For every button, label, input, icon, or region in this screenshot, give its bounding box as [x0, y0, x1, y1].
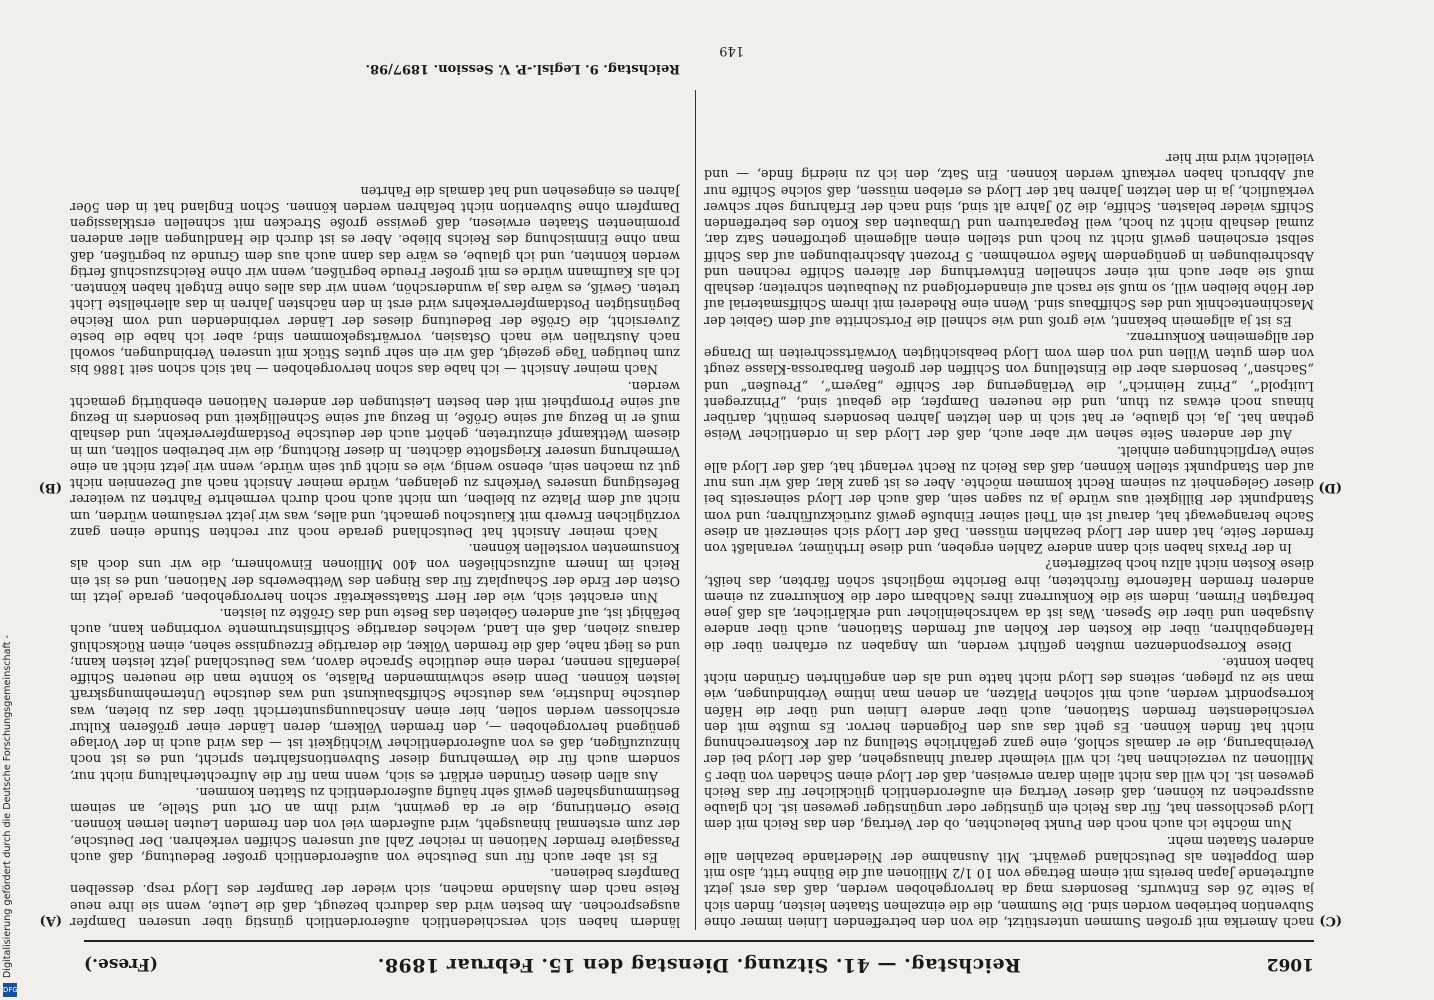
dfg-logo: DFG: [3, 983, 17, 997]
margin-marker-a: (A): [39, 913, 62, 928]
margin-marker-b: (B): [38, 480, 62, 495]
text-column-left: [704, 90, 1314, 930]
speaker-name: (Frese.): [84, 954, 158, 974]
page-number: 1062: [1266, 954, 1314, 974]
page-header: [84, 940, 1314, 982]
paragraph: Es ist aber auch für uns Deutsche von außerordentlich großer Bedeutung, daß auch Passagiere fremder Nationen in reicher Zahl auf unseren Schiffen verkehren. Der Deutsche, der zum erstenmal hinausgeht, wird außerdem viel von den fremden Leuten lernen können. Diese Orientirung, die er da gewinnt, wird ihm an Ort und Stelle, an seinem Bestimmungshafen gewiß sehr häufig außerordentlich zu Statten kommen.: [70, 785, 680, 865]
column-divider: [695, 90, 696, 930]
paragraph: Nun erachtet sich, wie der Herr Staatssekretär schon hervorgehoben, gerade jetzt im Osten der Erde der Schauplatz für das Ringen des Wettbewerbs der Nationen, und es ist ein Reich im Innern aufzuschließen von 400 Millionen Einwohnern, die wir uns doch als Konsumenten vorstellen können.: [70, 541, 680, 605]
paragraph: nach Amerika mit großen Summen unterstützt, die von den betreffenden Linien immer ohne Subvention betrieben worden sind. Die Summen, die die einzelnen Staaten leisten, finden sich ja Seite 26 des Entwurfs. Besonders mag da hervorgehoben werden, daß das erst jetzt auftretende Japan bereits mit einem Betrage von 10 1/2 Millionen auf die Bühne tritt, also mit dem Doppelten als Deutschland gewährt. Mit Ausnahme der Niederlande bezahlen alle anderen Staaten mehr.: [704, 833, 1314, 930]
paragraph: Diese Korrespondenzen mußten geführt werden, um Angaben zu erfahren über die Hafengebühren, über die Kosten der Kohlen auf fremden Stationen, auch über andere Ausgaben und über die Spesen. Was ist da wahrscheinlicher und erklärlicher, als daß jene befragten Firmen, indem sie die Konkurrenz ihres Nachbarn oder die Konkurrenz zu einem anderen fremden Hafenorte fürchteten, ihre Berichte möglichst schön färbten, das heißt, diese Kosten nicht allzu hoch bezifferten?: [704, 557, 1314, 654]
paragraph: Aus allen diesen Gründen erklärt es sich, wenn man für die Aufrechterhaltung nicht nur, sondern auch für die Vermehrung dieser Subventionsfahrten spricht, und es ist noch hinzuzufügen, daß es von außerordentlicher Wichtigkeit ist — das wird auch in der Vorlage genügend hervorgehoben —, den fremden Völkern, deren Länder einer größeren Kultur erschlossen werden sollen, hier einen Anschauungsunterricht über das zu bieten, was deutsche Industrie, was deutsche Schiffsbaukunst und was deutsche Unternehmungskraft leisten können. Denn diese schwimmenden Paläste, so könnte man die neueren Schiffe jedenfalls nennen, reden eine deutliche Sprache davon, was Deutschland jetzt leisten kann; und es liegt nahe, daß die fremden Völker, die derartige Erzeugnisse sehen, einen Rückschluß daraus ziehen, daß ein Land, welches derartige Schiffsinstrumente vorbringen kann, auch befähigt ist, auf anderen Gebieten das Beste und das Größte zu leisten.: [70, 606, 680, 784]
paragraph: Auf der anderen Seite sehen wir aber auch, daß der Lloyd das in ordentlicher Weise gethan hat. Ja, ich glaube, er hat sich in den letzten Jahren besonders bemüht, darüber hinaus noch etwas zu thun, und die neueren Dampfer, die gebaut sind, „Prinzregent Luitpold“, „Prinz Heinrich“, die Verlängerung der Schiffe „Bayern“, „Preußen“ und „Sachsen“, besonders aber die Einstellung von Schiffen der großen Barbarossa-Klasse zeugt von dem guten Willen und von dem vom Lloyd beabsichtigten Vorwärtsschreiten im Drange der allgemeinen Konkurrenz.: [704, 330, 1314, 443]
paragraph: In der Praxis haben sich dann andere Zahlen ergeben, und diese Irrthümer, veranlaßt von fremder Seite, hat dann der Lloyd bezahlen müssen. Daß der Lloyd sich seinerzeit an diese Sache herangewagt hat, darauf ist ein Theil seiner Einbuße gewiß zurückzuführen; und vom Standpunkt der Billigkeit aus würde ja zu sagen sein, daß auch der Lloyd seinerseits bei dieser Gelegenheit zu seinem Recht kommen möchte. Aber es ist ganz klar, daß wir uns nur auf den Standpunkt stellen können, daß das Reich zu Recht verlangt hat, daß der Lloyd alle seine Verpflichtungen einhielt.: [704, 443, 1314, 557]
funding-credit-text: Digitalisierung gefördert durch die Deutsche Forschungsgemeinschaft -: [2, 634, 13, 978]
paragraph: Nach meiner Ansicht hat Deutschland gerade noch zur rechten Stunde einen ganz vorzüglichen Erwerb mit Kiautschou gemacht, und alles, was wir jetzt versäumen würden, um nicht auf dem Platze zu bleiben, um nicht auch noch durch vermehrte Fahrten zu weiterer Befestigung unseres Verkehrs zu gelangen, würde meiner Ansicht nach auf Dezennien nicht gut zu machen sein, ebenso wenig, wie es nicht gut sein würde, wenn wir jetzt nicht an eine Vermehrung unserer Kriegsflotte dächten. In dieser Richtung, die wir betreiben sollten, um in diesem Wettkampf einzutreten, gehört auch der deutsche Postdampferverkehr, und deshalb muß er in Bezug auf seine Größe, in Bezug auf seine Schnelligkeit und besonders in Bezug auf seine Promptheit mit den besten Leistungen der anderen Nationen ebenbürtig gemacht werden.: [70, 378, 680, 540]
footer-sheet-number: 149: [719, 43, 744, 58]
paragraph: Nach meiner Ansicht — ich habe das schon hervorgehoben — hat sich schon seit 1886 bis zum heutigen Tage gezeigt, daß wir ein sehr gutes Stück mit unseren Verbindungen, sowohl nach Australien wie nach Ostasien, vorwärtsgekommen sind; aber ich habe die beste Zuversicht, die Größe der Bedeutung dieses der Länder verbindenden und vom Reiche begünstigten Postdampferverkehrs wird erst in den nächsten Jahren in das allerhellste Licht treten. Gewiß, es wäre das ja wunderschön, wenn wir das alles ohne Entgelt haben könnten. Ich als Kaufmann würde es mit großer Freude begrüßen, wenn wir ohne Reichszuschuß fertig werden könnten, und ich glaube, es wäre das dann auch aus dem Grunde zu begrüßen, daß man ohne Einmischung des Reichs bliebe. Aber es ist durch die Handlungen aller anderen prominenten Staaten erwiesen, daß gewisse große Strecken mit schnellen erstklassigen Dampfern ohne Subvention nicht befahren werden können. Schon England hat in den 50er Jahren es eingesehen und hat damals die Fahrten: [70, 183, 680, 378]
text-column-right: [70, 90, 680, 930]
digitization-credit-strip: [2, 0, 18, 1000]
margin-marker-c: (C): [1319, 913, 1342, 928]
paragraph: Es ist ja allgemein bekannt, wie groß und wie schnell die Fortschritte auf dem Gebiet der Maschinentechnik und des Schiffbaus sind. Wenn eine Rhederei mit ihrem Schiffsmaterial auf der Höhe bleiben will, so muß sie rasch auf einanderfolgend zu Neubauten schreiten; deshalb muß sie aber auch mit einer schnellen Entwerthung der älteren Schiffe rechnen und Abschreibungen in genügendem Maße vornehmen. 5 Prozent Abschreibungen auf das Schiff selbst erscheinen gewiß nicht zu hoch und stellen einen allgemein getroffenen Satz dar, zumal deshalb nicht zu hoch, weil Reparaturen und Umbauten das Konto des betreffenden Schiffs wieder belasten. Schiffe, die 20 Jahre alt sind, sind nach der Erfahrung sehr schwer verkäuflich, ja in den letzten Jahren hat der Lloyd es erleben müssen, daß solche Schiffe nur auf Abbruch haben verkauft werden können. Ein Satz, den ich zu niedrig finde, — und vielleicht wird mir hier: [704, 151, 1314, 329]
paragraph: ländern haben sich verschiedentlich außerordentlich günstig über unseren Dampfer ausgesprochen. Am besten wird das dadurch bezeugt, daß die Leute, wenn sie ihre neue Reise nach dem Auslande machen, sich wieder der Dampfer des Lloyd resp. desselben Dampfers bedienen.: [70, 866, 680, 930]
running-title: Reichstag. — 41. Sitzung. Dienstag den 15. Februar 1898.: [377, 954, 1021, 976]
margin-marker-d: (D): [1318, 480, 1342, 495]
footer-session-info: Reichstag. 9. Legisl.-P. V. Session. 1897/98.: [365, 61, 680, 76]
paragraph: Nun möchte ich auch noch den Punkt beleuchten, ob der Vertrag, den das Reich mit dem Lloyd geschlossen hat, für das Reich ein günstiger oder ungünstiger gewesen ist. Ich glaube aussprechen zu können, daß dieser Vertrag ein außerordentlich glücklicher für das Reich gewesen ist. Ich will das nicht allein daran erweisen, daß der Lloyd einen Schaden von über 5 Millionen zu verzeichnen hat; ich will vielmehr darauf hinausgehen, daß der Lloyd bei der Vereinbarung, die er damals schloß, eine ganz gefährliche Stellung zu der Kostenrechnung nicht hat finden können. Es geht das aus den Folgenden hervor. Es mußte mit den verschiedensten fremden Stationen, auch über andere Linien und über die Häfen korrespondirt werden, auch mit solchen Plätzen, an denen man intime Verbindungen, wie man sie zu pflegen, seitens des Lloyd nicht hatte und als den angeführten Gründen nicht haben konnte.: [704, 655, 1314, 833]
